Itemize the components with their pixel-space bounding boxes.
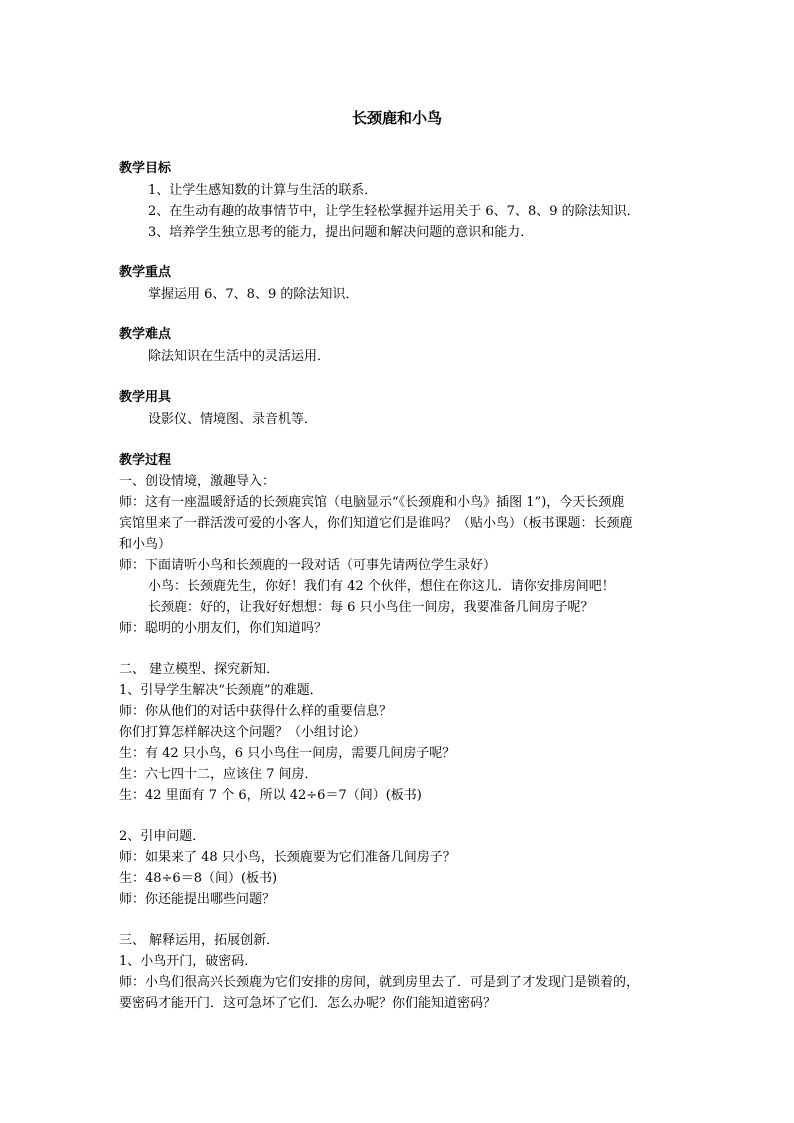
process-line: 二、 建立模型、探究新知．: [119, 662, 280, 677]
process-line: 师：下面请听小鸟和长颈鹿的一段对话（可事先请两位学生录好）: [119, 558, 497, 573]
process-line: 2、引申问题．: [119, 829, 206, 844]
process-line: 生：有 42 只小鸟，6 只小鸟住一间房，需要几间房子呢？: [119, 746, 456, 761]
process-line: 师：如果来了 48 只小鸟，长颈鹿要为它们准备几间房子？: [119, 850, 456, 865]
process-line: 三、 解释运用，拓展创新．: [119, 933, 280, 948]
process-line: 师：小鸟们很高兴长颈鹿为它们安排的房间，就到房里去了．可是到了才发现门是锁着的，: [119, 975, 640, 990]
process-line: 宾馆里来了一群活泼可爱的小客人，你们知道它们是谁吗？（贴小鸟）（板书课题：长颈鹿: [119, 516, 633, 531]
process-line: 和小鸟）: [119, 537, 172, 552]
goals-heading: 教学目标: [119, 161, 172, 176]
process-line: 要密码才能开门．这可急坏了它们．怎么办呢？你们能知道密码？: [119, 996, 497, 1011]
tools-heading: 教学用具: [119, 390, 172, 405]
process-line: 1、小鸟开门，破密码．: [119, 954, 258, 969]
process-heading: 教学过程: [119, 453, 172, 468]
goal-item: 3、培养学生独立思考的能力，提出问题和解决问题的意识和能力．: [148, 225, 534, 240]
process-line: 师：你还能提出哪些问题？: [119, 892, 276, 907]
process-line: 你们打算怎样解决这个问题？（小组讨论）: [119, 725, 367, 740]
page-title: 长颈鹿和小鸟: [351, 109, 442, 127]
process-line: 生：42 里面有 7 个 6，所以 42÷6＝7（间）(板书): [119, 788, 422, 803]
process-line: 生：48÷6＝8（间）(板书): [119, 871, 278, 886]
process-line: 长颈鹿：好的，让我好好想想：每 6 只小鸟住一间房，我要准备几间房子呢？: [148, 600, 594, 615]
process-line: 一、创设情境，激趣导入：: [119, 474, 276, 489]
key-heading: 教学重点: [119, 265, 172, 280]
process-line: 师：聪明的小朋友们，你们知道吗？: [119, 621, 328, 636]
difficulty-text: 除法知识在生活中的灵活运用．: [148, 349, 331, 364]
process-line: 师：这有一座温暖舒适的长颈鹿宾馆（电脑显示“《长颈鹿和小鸟》插图 1”)，今天长颈鹿: [119, 495, 625, 510]
process-line: 小鸟：长颈鹿先生，你好！我们有 42 个伙伴，想住在你这儿．请你安排房间吧！: [148, 579, 615, 594]
goal-item: 2、在生动有趣的故事情节中，让学生轻松掌握并运用关于 6、7、8、9 的除法知识．: [148, 204, 640, 219]
goal-item: 1、让学生感知数的计算与生活的联系．: [148, 183, 378, 198]
process-line: 1、引导学生解决“长颈鹿”的难题．: [119, 683, 323, 698]
tools-text: 设影仪、情境图、录音机等．: [148, 412, 318, 427]
process-line: 师：你从他们的对话中获得什么样的重要信息？: [119, 704, 393, 719]
difficulty-heading: 教学难点: [119, 327, 172, 342]
process-line: 生：六七四十二，应该住 7 间房．: [119, 767, 318, 782]
key-text: 掌握运用 6、7、8、9 的除法知识．: [148, 287, 359, 302]
